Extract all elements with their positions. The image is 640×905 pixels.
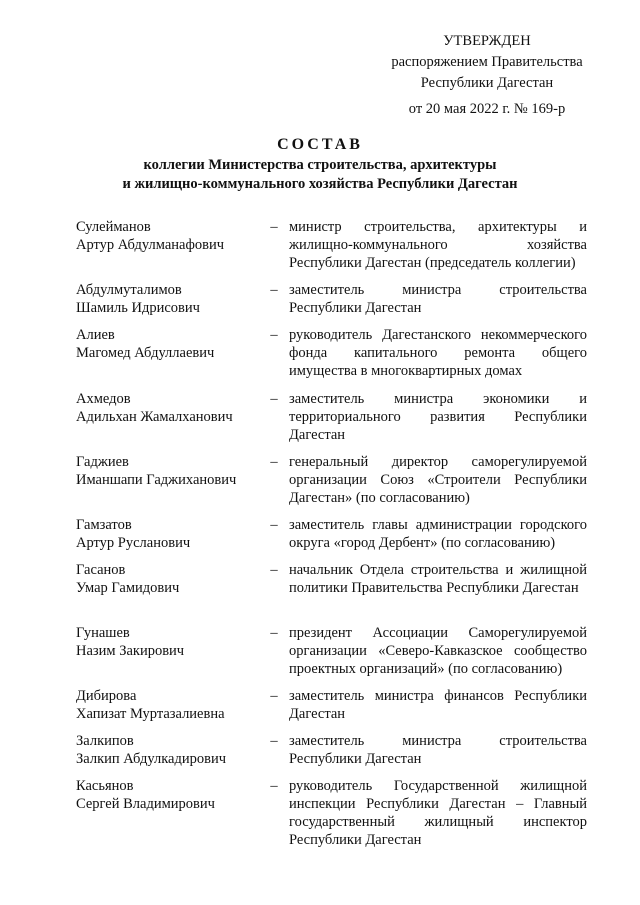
approval-date: от 20 мая 2022 г. № 169-р — [408, 101, 566, 117]
member-position: министр строительства, архитектуры и жилищно-коммунального хозяйства Республики Дагестан (председатель коллегии) — [289, 219, 587, 271]
member-position: заместитель министра строительства Республики Дагестан — [289, 733, 587, 767]
member-given-names: Адильхан Жамалханович — [76, 409, 233, 425]
member-name — [76, 624, 266, 660]
member-name — [76, 390, 266, 426]
member-name — [76, 732, 266, 768]
member-given-names: Залкип Абдулкадирович — [76, 751, 227, 767]
dash-separator: – — [270, 219, 278, 235]
dash-separator: – — [270, 562, 278, 578]
member-given-names: Назим Закирович — [76, 643, 185, 659]
member-surname: Алиев — [76, 327, 115, 343]
dash-separator: – — [270, 391, 278, 407]
member-position: генеральный директор саморегулируемой организации Союз «Строители Республики Дагестан» (по согласованию) — [289, 454, 587, 506]
member-position: заместитель главы администрации городского округа «город Дербент» (по согласованию) — [289, 517, 587, 551]
member-given-names: Магомед Абдуллаевич — [76, 345, 215, 361]
member-position: заместитель министра строительства Республики Дагестан — [289, 282, 587, 316]
member-surname: Сулейманов — [76, 219, 151, 235]
dash-separator: – — [270, 454, 278, 470]
title-sub-line-2: и жилищно-коммунального хозяйства Республики Дагестан — [122, 176, 518, 192]
member-surname: Касьянов — [76, 778, 134, 794]
member-surname: Гасанов — [76, 562, 126, 578]
member-name — [76, 326, 266, 362]
member-position: руководитель Дагестанского некоммерческого фонда капитального ремонта общего имущества в многоквартирных домах — [289, 327, 587, 379]
dash-separator: – — [270, 517, 278, 533]
member-given-names: Хапизат Муртазалиевна — [76, 706, 225, 722]
member-given-names: Артур Русланович — [76, 535, 191, 551]
member-position: заместитель министра экономики и территориального развития Республики Дагестан — [289, 391, 587, 443]
title-sub-line-1: коллегии Министерства строительства, архитектуры — [143, 157, 497, 173]
member-name — [76, 777, 266, 813]
member-given-names: Сергей Владимирович — [76, 796, 215, 812]
member-name — [76, 687, 266, 723]
dash-separator: – — [270, 625, 278, 641]
title-main: СОСТАВ — [277, 136, 363, 153]
dash-separator: – — [270, 733, 278, 749]
member-surname: Ахмедов — [76, 391, 131, 407]
dash-separator: – — [270, 327, 278, 343]
member-position: руководитель Государственной жилищной инспекции Республики Дагестан – Главный государственный жилищный инспектор Республики Дагестан — [289, 778, 587, 848]
member-surname: Абдулмуталимов — [76, 282, 182, 298]
approval-word: УТВЕРЖДЕН — [443, 33, 531, 49]
member-surname: Гамзатов — [76, 517, 132, 533]
member-given-names: Умар Гамидович — [76, 580, 180, 596]
member-surname: Залкипов — [76, 733, 134, 749]
member-surname: Гунашев — [76, 625, 130, 641]
member-given-names: Иманшапи Гаджиханович — [76, 472, 237, 488]
member-name — [76, 281, 266, 317]
member-name — [76, 516, 266, 552]
member-name — [76, 218, 266, 254]
dash-separator: – — [270, 778, 278, 794]
member-name — [76, 453, 266, 489]
approval-line-2: Республики Дагестан — [420, 75, 554, 91]
member-given-names: Артур Абдулманафович — [76, 237, 225, 253]
dash-separator: – — [270, 282, 278, 298]
member-position: президент Ассоциации Саморегулируемой организации «Северо-Кавказское сообщество проектных организаций» (по согласованию) — [289, 625, 587, 677]
member-position: начальник Отдела строительства и жилищной политики Правительства Республики Дагестан — [289, 562, 587, 596]
member-surname: Гаджиев — [76, 454, 129, 470]
member-given-names: Шамиль Идрисович — [76, 300, 200, 316]
member-surname: Дибирова — [76, 688, 137, 704]
approval-line-1: распоряжением Правительства — [391, 54, 583, 70]
dash-separator: – — [270, 688, 278, 704]
member-name — [76, 561, 266, 597]
member-position: заместитель министра финансов Республики Дагестан — [289, 688, 587, 722]
